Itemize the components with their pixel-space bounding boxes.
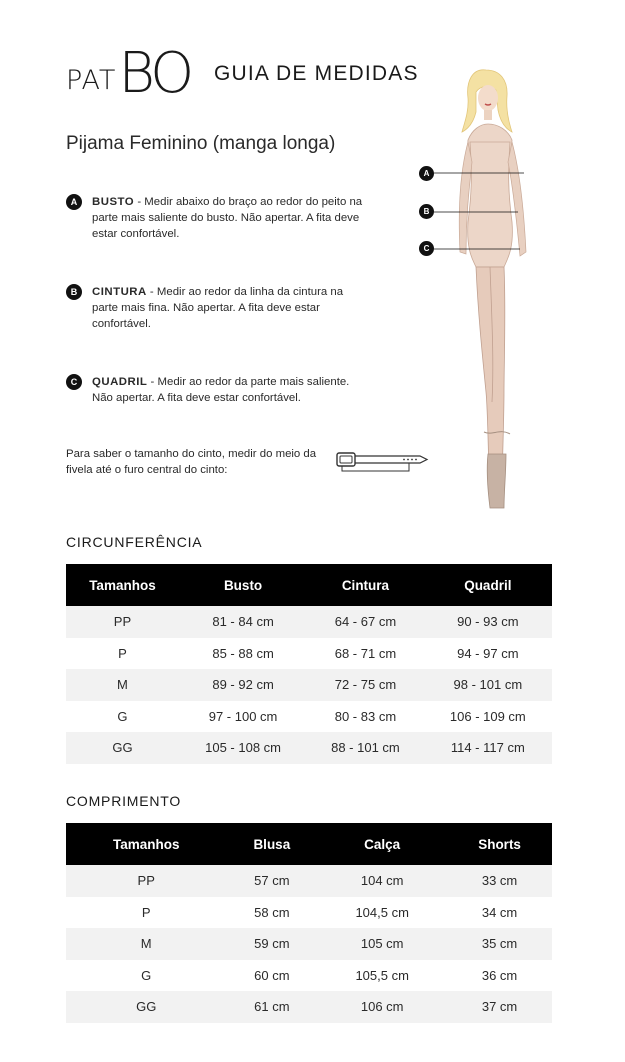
column-header: Shorts — [447, 823, 552, 865]
badge-c-icon: C — [66, 374, 82, 390]
page-title: GUIA DE MEDIDAS — [214, 62, 419, 85]
table-cell: 90 - 93 cm — [424, 606, 552, 638]
table-cell: M — [66, 928, 226, 960]
section-title-length: COMPRIMENTO — [66, 793, 182, 809]
table-cell: 59 cm — [226, 928, 317, 960]
table-cell: 104,5 cm — [317, 897, 447, 929]
table-cell: 60 cm — [226, 960, 317, 992]
column-header: Quadril — [424, 564, 552, 606]
table-cell: PP — [66, 606, 179, 638]
table-row — [66, 606, 552, 638]
table-cell: 106 - 109 cm — [424, 701, 552, 733]
section-title-circumference: CIRCUNFERÊNCIA — [66, 534, 203, 550]
badge-b-icon: B — [66, 284, 82, 300]
column-header: Tamanhos — [66, 823, 226, 865]
table-cell: GG — [66, 732, 179, 764]
table-cell: 33 cm — [447, 865, 552, 897]
table-cell: 72 - 75 cm — [307, 669, 423, 701]
table-cell: 57 cm — [226, 865, 317, 897]
table-row — [66, 638, 552, 670]
table-cell: 35 cm — [447, 928, 552, 960]
table-cell: 105 cm — [317, 928, 447, 960]
measure-title: QUADRIL — [92, 376, 148, 388]
measure-title: CINTURA — [92, 286, 147, 298]
table-cell: 61 cm — [226, 991, 317, 1023]
table-cell: GG — [66, 991, 226, 1023]
table-header-row — [66, 823, 552, 865]
table-cell: 36 cm — [447, 960, 552, 992]
table-cell: 85 - 88 cm — [179, 638, 307, 670]
table-row — [66, 669, 552, 701]
measure-item-cintura — [66, 284, 366, 332]
table-row — [66, 897, 552, 929]
fashion-figure-illustration — [414, 62, 554, 514]
table-cell: M — [66, 669, 179, 701]
table-cell: 80 - 83 cm — [307, 701, 423, 733]
table-cell: 94 - 97 cm — [424, 638, 552, 670]
measure-item-quadril — [66, 374, 356, 406]
table-cell: P — [66, 897, 226, 929]
marker-a-icon: A — [419, 166, 434, 181]
product-subtitle: Pijama Feminino (manga longa) — [66, 133, 336, 154]
column-header: Cintura — [307, 564, 423, 606]
table-row — [66, 960, 552, 992]
table-cell: 88 - 101 cm — [307, 732, 423, 764]
logo-bo-text: BO — [118, 41, 191, 106]
table-cell: 106 cm — [317, 991, 447, 1023]
badge-a-icon: A — [66, 194, 82, 210]
table-cell: 81 - 84 cm — [179, 606, 307, 638]
table-row — [66, 865, 552, 897]
table-cell: 68 - 71 cm — [307, 638, 423, 670]
measure-desc: - Medir abaixo do braço ao redor do peito na parte mais saliente do busto. Não apertar. A fita deve estar confortável. — [92, 196, 363, 240]
measure-desc: - Medir ao redor da parte mais saliente. Não apertar. A fita deve estar confortável. — [92, 376, 350, 404]
measure-desc: - Medir ao redor da linha da cintura na parte mais fina. Não apertar. A fita deve estar confortável. — [92, 286, 344, 330]
table-cell: PP — [66, 865, 226, 897]
table-cell: 58 cm — [226, 897, 317, 929]
table-cell: G — [66, 701, 179, 733]
table-header-row — [66, 564, 552, 606]
logo-pat-text: PAT — [66, 65, 117, 96]
table-row — [66, 928, 552, 960]
marker-b-icon: B — [419, 204, 434, 219]
table-row — [66, 991, 552, 1023]
table-cell: 97 - 100 cm — [179, 701, 307, 733]
table-cell: 105,5 cm — [317, 960, 447, 992]
table-cell: 64 - 67 cm — [307, 606, 423, 638]
column-header: Tamanhos — [66, 564, 179, 606]
table-cell: 89 - 92 cm — [179, 669, 307, 701]
table-cell: G — [66, 960, 226, 992]
table-cell: 34 cm — [447, 897, 552, 929]
column-header: Blusa — [226, 823, 317, 865]
circumference-table — [66, 564, 552, 764]
table-cell: 114 - 117 cm — [424, 732, 552, 764]
table-row — [66, 701, 552, 733]
table-row — [66, 732, 552, 764]
table-cell: 105 - 108 cm — [179, 732, 307, 764]
table-cell: 37 cm — [447, 991, 552, 1023]
measure-item-busto — [66, 194, 366, 242]
table-cell: 104 cm — [317, 865, 447, 897]
measure-title: BUSTO — [92, 196, 135, 208]
column-header: Calça — [317, 823, 447, 865]
marker-c-icon: C — [419, 241, 434, 256]
table-cell: 98 - 101 cm — [424, 669, 552, 701]
column-header: Busto — [179, 564, 307, 606]
belt-note: Para saber o tamanho do cinto, medir do meio da fivela até o furo central do cinto: — [66, 448, 317, 476]
length-table — [66, 823, 552, 1023]
table-cell: P — [66, 638, 179, 670]
brand-logo — [66, 41, 191, 106]
